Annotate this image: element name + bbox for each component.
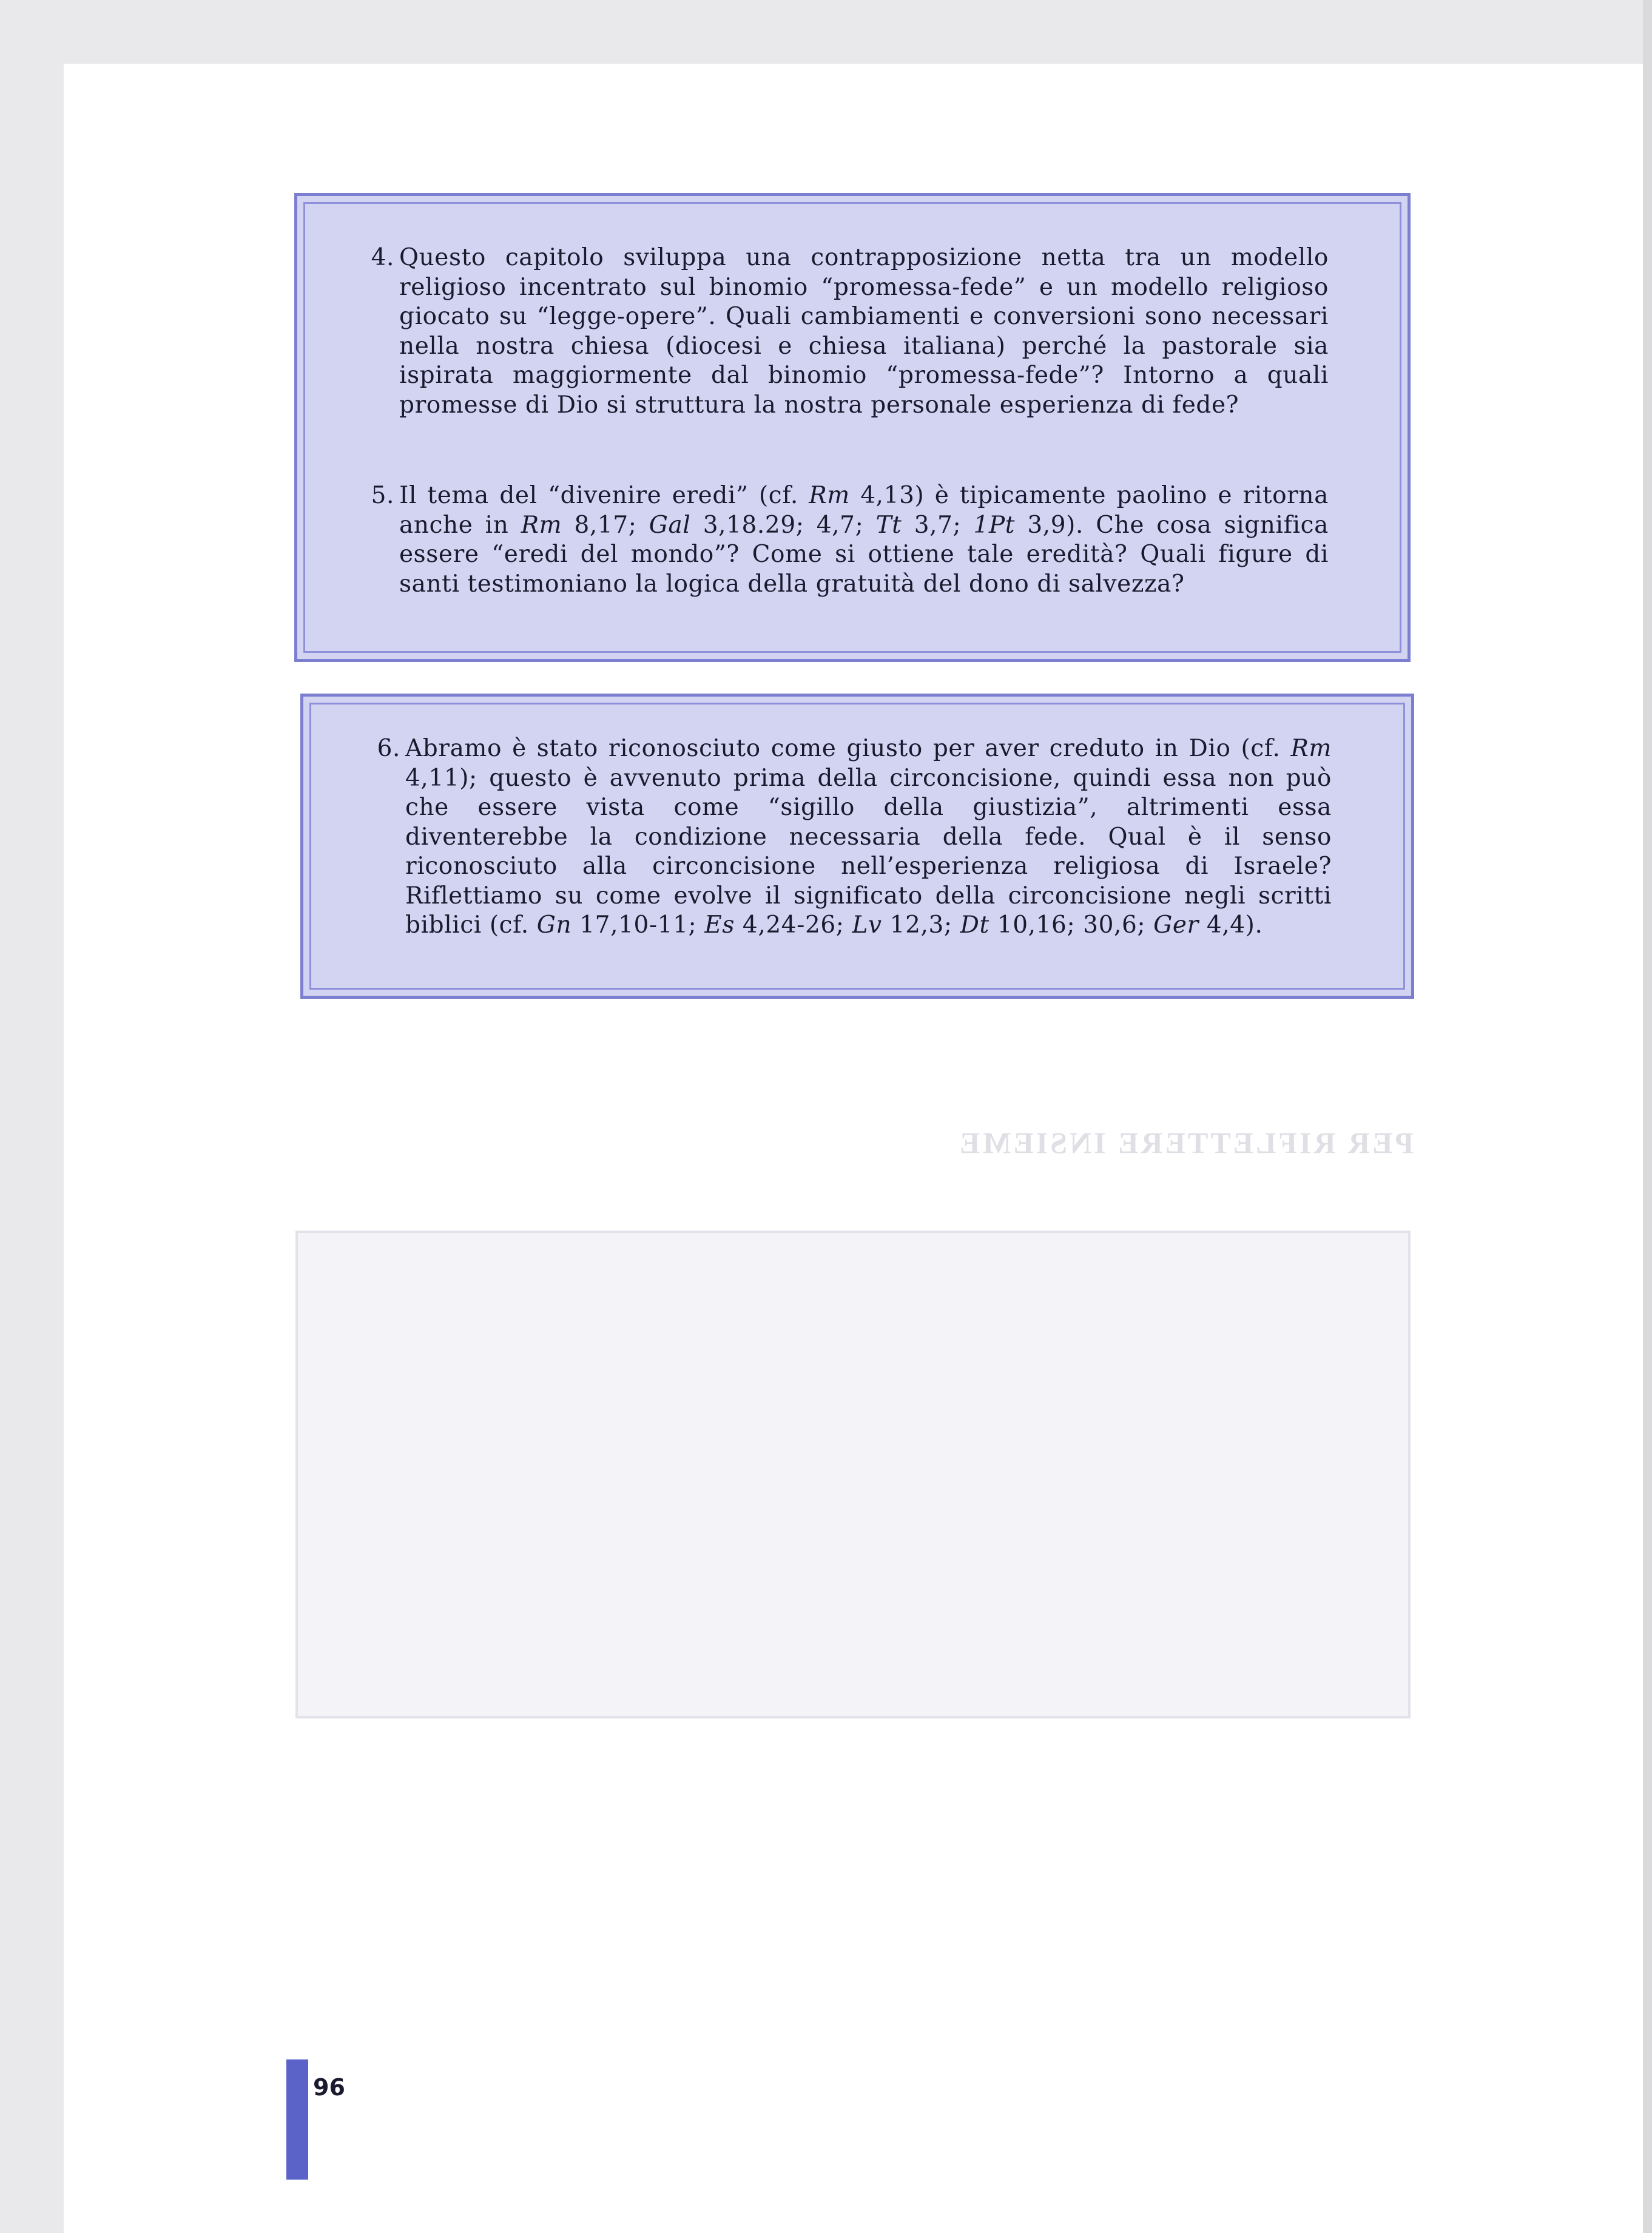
question-text: 10,16; 30,6; xyxy=(989,911,1154,939)
bible-ref: Dt xyxy=(960,911,990,939)
question-text: 4,4). xyxy=(1198,911,1263,939)
bleed-through-box xyxy=(295,1231,1411,1718)
question-box-4-5 xyxy=(294,193,1411,662)
scan-edge xyxy=(1643,0,1652,2233)
bible-ref: Es xyxy=(704,911,735,939)
bible-ref: Lv xyxy=(852,911,882,939)
bible-ref: Rm xyxy=(521,511,562,539)
question-text: 12,3; xyxy=(882,911,960,939)
question-text: 17,10-11; xyxy=(571,911,705,939)
question-text: 8,17; xyxy=(562,511,649,539)
bible-ref: Rm xyxy=(1290,735,1332,762)
page-number-bar xyxy=(286,2059,308,2180)
bleed-through-heading: PER RIFLETTERE INSIEME xyxy=(957,1129,1414,1157)
bible-ref: Ger xyxy=(1153,911,1199,939)
question-text: 3,7; xyxy=(902,511,974,539)
question-number: 6. xyxy=(377,735,400,762)
question-text: Abramo è stato riconosciuto come giusto per aver creduto in Dio (cf. xyxy=(405,735,1291,762)
question-text: 4,24-26; xyxy=(734,911,852,939)
question-5 xyxy=(371,481,1329,599)
bible-ref: Tt xyxy=(875,511,902,539)
question-box-6 xyxy=(300,694,1414,999)
question-text: 3,9). Che cosa significa essere “eredi del mondo”? Come si ottiene tale eredità? Quali figure di santi testimoniano la logica della gratuità del dono di salvezza? xyxy=(399,511,1329,598)
page-number: 96 xyxy=(313,2074,345,2101)
question-text: 3,18.29; 4,7; xyxy=(690,511,876,539)
bible-ref: 1Pt xyxy=(973,511,1016,539)
question-4 xyxy=(371,243,1329,420)
question-6 xyxy=(377,734,1332,941)
bible-ref: Gal xyxy=(649,511,691,539)
question-text: 4,11); questo è avvenuto prima della circoncisione, quindi essa non può che essere vista come “sigillo della giustizia”, altrimenti essa diventerebbe la condizione necessaria della fede. Qual è il senso riconosciuto alla circoncisione nell’esperienza religiosa di Israele? Riflettiamo su come evolve il significato della circoncisione negli scritti biblici (cf. xyxy=(405,764,1332,939)
question-text: 4,13) è tipicamente paolino e ritorna anche in xyxy=(399,482,1329,539)
question-number: 4. xyxy=(371,244,394,271)
bible-ref: Gn xyxy=(536,911,572,939)
bible-ref: Rm xyxy=(809,482,850,509)
question-text: Il tema del “divenire eredi” (cf. xyxy=(399,482,809,509)
question-text: Questo capitolo sviluppa una contrapposizione netta tra un modello religioso incentrato sul binomio “promessa-fede” e un modello religioso giocato su “legge-opere”. Quali cambiamenti e conversioni sono necessari nella nostra chiesa (diocesi e chiesa italiana) perché la pastorale sia ispirata maggiormente dal binomio “promessa-fede”? Intorno a quali promesse di Dio si struttura la nostra personale esperienza di fede? xyxy=(399,244,1329,419)
question-number: 5. xyxy=(371,482,394,509)
